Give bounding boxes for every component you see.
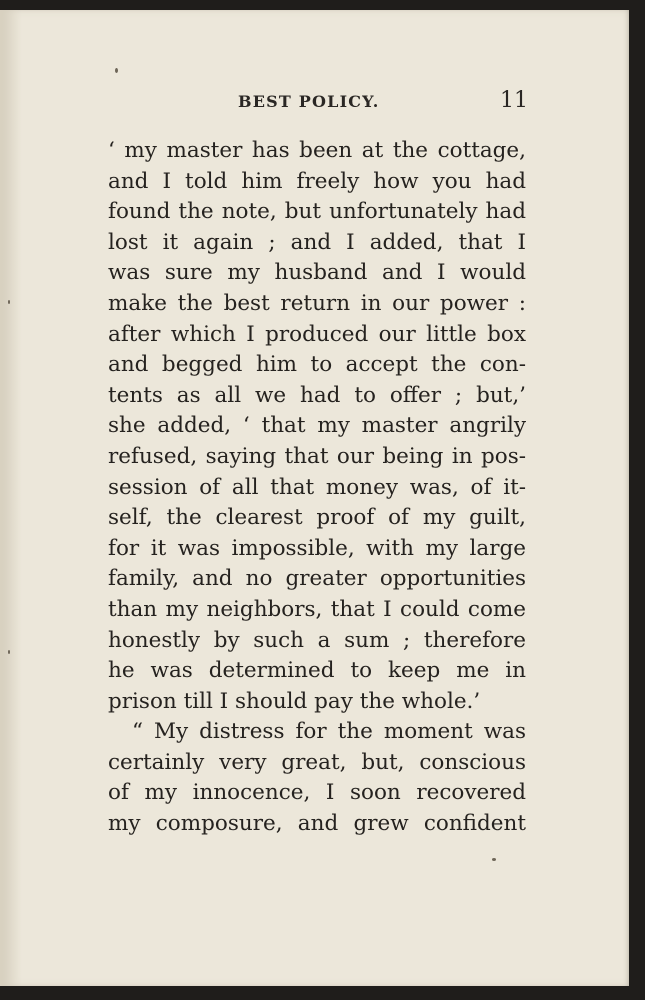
ink-speck — [115, 68, 118, 73]
ink-speck — [492, 858, 496, 861]
text-line: than my neighbors, that I could come — [108, 596, 526, 622]
text-line: make the best return in our power : — [108, 290, 526, 316]
text-line: honestly by such a sum ; therefore — [108, 627, 526, 653]
text-line: prison till I should pay the whole.’ — [108, 688, 481, 714]
text-line: ‘ my master has been at the cottage, — [108, 138, 526, 163]
text-line: refused, saying that our being in pos- — [108, 443, 526, 469]
text-line: my composure, and grew confident — [108, 811, 526, 837]
book-page — [0, 10, 629, 986]
text-line: certainly very great, but, conscious — [108, 749, 526, 775]
text-line: for it was impossible, with my large — [108, 535, 526, 561]
text-line: “ My distress for the moment was — [132, 719, 526, 745]
text-line: self, the clearest proof of my guilt, — [108, 505, 526, 531]
page-number: 11 — [500, 88, 528, 113]
running-header-title: BEST POLICY. — [238, 92, 380, 111]
text-line: was sure my husband and I would — [108, 260, 526, 286]
text-line: and begged him to accept the con- — [108, 352, 526, 378]
text-line: he was determined to keep me in — [108, 658, 526, 684]
text-line: family, and no greater opportunities — [108, 566, 526, 592]
body-text — [108, 136, 526, 840]
text-line: after which I produced our little box — [108, 321, 526, 347]
text-line: tents as all we had to offer ; but,’ — [108, 382, 526, 408]
text-line: session of all that money was, of it- — [108, 474, 526, 500]
text-line: of my innocence, I soon recovered — [108, 780, 526, 806]
text-line: lost it again ; and I added, that I — [108, 229, 526, 255]
ink-speck — [8, 650, 10, 654]
ink-speck — [8, 300, 10, 304]
text-line: found the note, but unfortunately had — [108, 199, 526, 225]
text-line: she added, ‘ that my master angrily — [108, 413, 526, 439]
text-line: and I told him freely how you had — [108, 168, 526, 194]
